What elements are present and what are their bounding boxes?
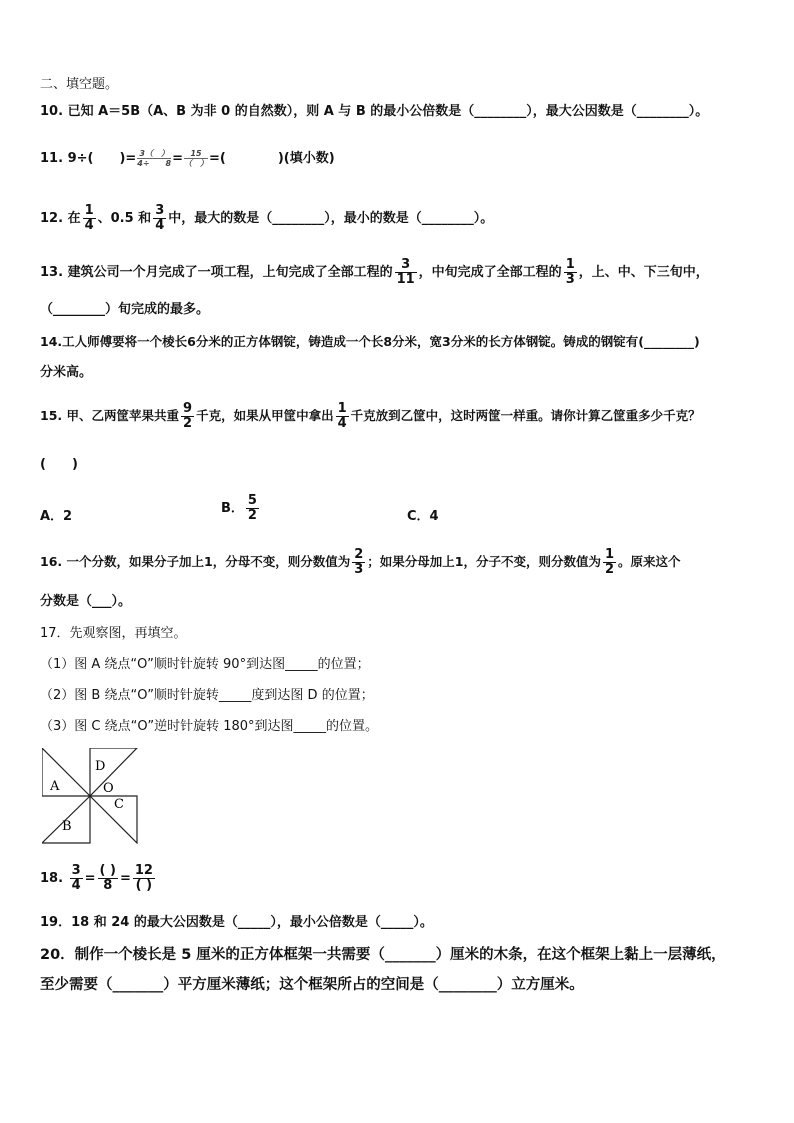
denominator: 3 [565, 272, 575, 287]
question-text: 9÷( )= [67, 151, 137, 166]
option-a[interactable]: A．2 [40, 509, 73, 524]
question-number: 18. [40, 871, 64, 886]
option-b[interactable] [221, 494, 261, 523]
fraction [564, 258, 577, 287]
figure-label-d: D [95, 759, 106, 774]
numerator: 1 [565, 257, 575, 272]
question-17-sub3: （3）图 C 绕点“O”逆时针旋转 180°到达图_____的位置。 [40, 719, 379, 734]
question-text: 建筑公司一个月完成了一项工程，上旬完成了全部工程的 [67, 265, 393, 280]
question-number: 12. [40, 211, 64, 226]
question-11 [40, 149, 335, 168]
question-13-line2: （________）旬完成的最多。 [40, 302, 210, 317]
denominator: 2 [183, 416, 193, 431]
question-text: 千克放到乙筐中，这时两筐一样重。请你计算乙筐重多少千克？ [350, 408, 701, 423]
equals-sign: = [84, 871, 96, 886]
question-15 [40, 402, 701, 431]
denominator: 4 [84, 218, 94, 233]
fraction [137, 149, 171, 168]
question-text: 千克，如果从甲筐中拿出 [196, 408, 334, 423]
numerator: ( ) [99, 863, 116, 878]
denominator: 2 [604, 562, 615, 577]
question-15-paren: ( ) [40, 457, 78, 472]
denominator: 3 [354, 562, 364, 577]
denominator: 2 [247, 508, 257, 523]
figure-label-c: C [114, 797, 124, 812]
option-label: B． [221, 501, 244, 516]
fraction [603, 548, 616, 577]
figure-label-o: O [103, 781, 114, 796]
fraction [153, 204, 166, 233]
rotation-figure [42, 748, 140, 844]
question-14: 14.工人师傅要将一个棱长6分米的正方体钢锭，铸造成一个长8分米，宽3分米的长方体钢锭。铸成的钢锭有(________) [40, 334, 700, 349]
denominator: 11 [396, 272, 415, 287]
numerator: 2 [354, 547, 364, 562]
denominator: 4 [71, 878, 81, 893]
fraction [246, 494, 259, 523]
question-17-title: 17．先观察图，再填空。 [40, 626, 187, 641]
denominator: 8 [103, 878, 113, 893]
equals-sign: = [119, 871, 131, 886]
numerator: 1 [604, 547, 615, 562]
fraction [83, 204, 96, 233]
denominator: （ ） [184, 159, 209, 168]
question-17-sub2: （2）图 B 绕点“O”顺时针旋转_____度到达图 D 的位置； [40, 688, 374, 703]
fraction [352, 548, 365, 577]
section-heading: 二、填空题。 [40, 77, 119, 92]
numerator: 1 [337, 401, 347, 416]
question-14-line2: 分米高。 [40, 365, 93, 380]
numerator: 5 [247, 493, 257, 508]
fraction [133, 864, 155, 893]
question-number: 10. [40, 104, 64, 119]
question-text: 一个分数，如果分子加上1，分母不变，则分数值为 [66, 554, 351, 569]
question-number: 11. [40, 151, 64, 166]
question-number: 15. [40, 408, 63, 423]
denominator: 4 [337, 416, 347, 431]
numerator: 3 [71, 863, 81, 878]
question-text: ，中旬完成了全部工程的 [418, 265, 562, 280]
question-number: 16. [40, 554, 63, 569]
fraction [184, 149, 208, 168]
question-text: 中，最大的数是（________），最小的数是（________）。 [168, 211, 494, 226]
fraction [98, 864, 118, 893]
question-18 [40, 864, 157, 893]
fraction [395, 258, 417, 287]
fraction [336, 402, 349, 431]
question-text: 甲、乙两筐苹果共重 [66, 408, 180, 423]
question-16 [40, 548, 681, 577]
question-19: 19．18 和 24 的最大公因数是（_____），最小公倍数是（_____）。 [40, 915, 433, 930]
question-17-sub1: （1）图 A 绕点“O”顺时针旋转 90°到达图_____的位置； [40, 657, 370, 672]
question-text: 。原来这个 [618, 554, 681, 569]
question-12 [40, 204, 493, 233]
question-text: 、0.5 和 [97, 211, 152, 226]
numerator: 3 [401, 257, 411, 272]
figure-label-b: B [62, 819, 72, 834]
question-text: 在 [67, 211, 81, 226]
question-20-line2: 至少需要（_______）平方厘米薄纸；这个框架所占的空间是（________）立方厘米。 [40, 977, 584, 993]
question-number: 13. [40, 265, 64, 280]
numerator: 9 [183, 401, 193, 416]
figure-label-a: A [50, 779, 60, 794]
numerator: 1 [84, 203, 94, 218]
fraction [181, 402, 194, 431]
question-16-line2: 分数是（___）。 [40, 594, 132, 609]
question-10 [40, 104, 708, 120]
denominator: ( ) [135, 878, 153, 893]
option-c[interactable]: C．4 [407, 509, 439, 524]
numerator: 12 [134, 863, 153, 878]
question-text: ，上、中、下三旬中， [578, 265, 709, 280]
numerator: 3（ ） [139, 149, 169, 158]
question-text: 已知 A＝5B（A、B 为非 0 的自然数），则 A 与 B 的最小公倍数是（________），最大公因数是（________）。 [67, 104, 709, 119]
numerator: 3 [155, 203, 165, 218]
equals-sign: = [172, 151, 184, 166]
denominator: 4 [155, 218, 165, 233]
question-text: =( )(填小数) [209, 151, 335, 166]
question-text: ；如果分母加上1，分子不变，则分数值为 [367, 554, 601, 569]
question-13 [40, 258, 709, 287]
numerator: 15 [190, 149, 202, 158]
question-20: 20．制作一个棱长是 5 厘米的正方体框架一共需要（_______）厘米的木条，在这个框架上黏上一层薄纸， [40, 947, 726, 963]
fraction [70, 864, 83, 893]
denominator: 4÷ 8 [137, 159, 172, 168]
